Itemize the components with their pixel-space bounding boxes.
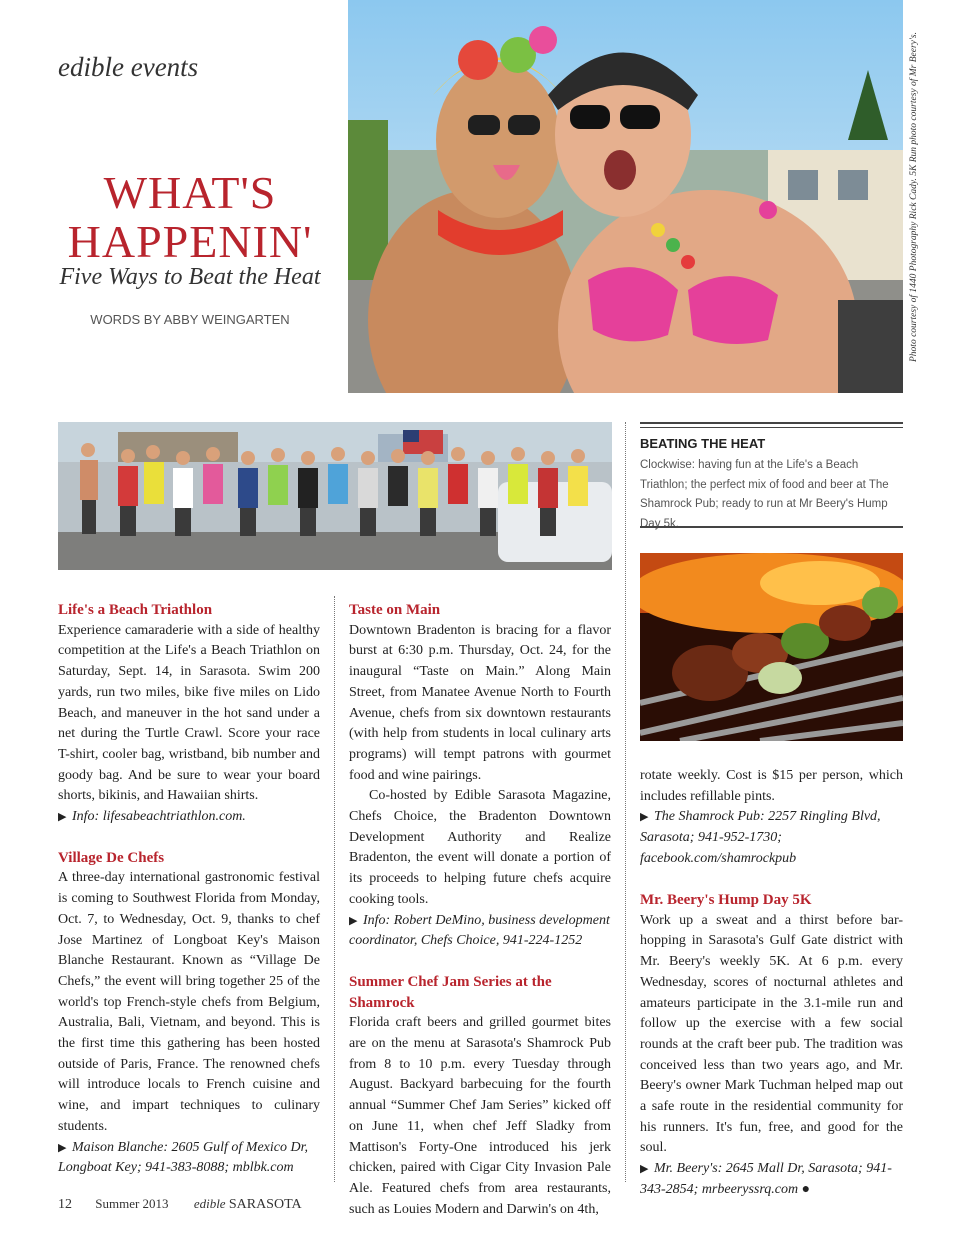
sidebar-caption: Clockwise: having fun at the Life's a Beach Triathlon; the perfect mix of food and beer at The Shamrock Pub; ready to run at Mr Beery's Hump Day 5k. bbox=[640, 459, 889, 530]
photo-credit bbox=[903, 0, 925, 393]
taste-info bbox=[349, 911, 611, 952]
issue-label: Summer 2013 bbox=[95, 1196, 169, 1211]
magazine-prefix: edible bbox=[193, 1196, 226, 1211]
beery-heading: Mr. Beery's Hump Day 5K bbox=[640, 892, 812, 908]
village-heading: Village De Chefs bbox=[58, 849, 165, 866]
column-rule-1 bbox=[334, 596, 335, 1182]
sidebar-heading: BEATING THE HEAT bbox=[640, 436, 766, 451]
page-subtitle: Five Ways to Beat the Heat bbox=[59, 264, 321, 290]
grill-photo bbox=[640, 553, 903, 741]
column-2 bbox=[349, 600, 611, 1220]
hero-photo bbox=[348, 0, 903, 393]
triangle-bullet-icon: ▶ bbox=[58, 811, 67, 824]
beery-body: Work up a sweat and a thirst before bar-hopping in Sarasota's Gulf Gate district with Mr. Beery's weekly 5K. At 6 p.m. every Wednesday, scores of nocturnal athletes and amateurs participate in the 3.1-mile run and follow up the exercise with a few social rounds at the craft beer pub. The tradition was conceived less than two years ago, and Mr. Beery's owner Mark Tuchman helped map out a safe route in the residential community for his runners. It's fun, free, and good for the soul. bbox=[640, 912, 903, 1156]
column-rule-2 bbox=[625, 422, 626, 1182]
shamrock-body-cont: rotate weekly. Cost is $15 per person, which includes refillable pints. bbox=[640, 768, 903, 804]
column-3-top bbox=[640, 766, 903, 870]
shamrock-body: Florida craft beers and grilled gourmet bites are on the menu at Sarasota's Shamrock Pub from 8 to 10 p.m. every Tuesday through August. Backyard barbecuing for the fourth annual “Summer Chef Jam Series” kicked off on June 11, when chef Jeff Sladky from Mattison's Forty-One introduced his jerk chicken, paired with Cigar City Invasion Pale Ale. Featured chefs from area restaurants, such as Louies Modern and Darwin's on 4th, bbox=[349, 1015, 611, 1217]
taste-body-1: Downtown Bradenton is bracing for a flavor burst at 6:30 p.m. Thursday, Oct. 24, for the inaugural “Taste on Main.” Along Main Street, from Manatee Avenue North to Fourth Avenue, chefs from six downtown restaurants (with help from students in local culinary arts programs) will tempt patrons with gourmet food and wine pairings. bbox=[349, 622, 611, 783]
page-title bbox=[40, 168, 340, 266]
shamrock-info bbox=[640, 807, 903, 869]
taste-heading: Taste on Main bbox=[349, 602, 441, 618]
title-line-2: HAPPENIN' bbox=[67, 216, 313, 267]
triathlon-body: Experience camaraderie with a side of healthy competition at the Life's a Beach Triathlon on Saturday, Sept. 14, in Sarasota. Swim 200 yards, run two miles, bike five miles on Lido Beach, and maneuver in the hot sand under a net during the Turtle Crawl. Score your race T-shirt, cooler bag, wristband, bib number and goody bag. And be sure to wear your board shorts, bikinis, and Hawaiian shirts. bbox=[58, 622, 320, 804]
sidebar-rule-bottom bbox=[640, 526, 903, 528]
beery-info-text: Mr. Beery's: 2645 Mall Dr, Sarasota; 941-343-2854; mrbeeryssrq.com bbox=[640, 1161, 892, 1197]
triangle-bullet-icon: ▶ bbox=[640, 1163, 649, 1176]
taste-body-2: Co-hosted by Edible Sarasota Magazine, Chefs Choice, the Bradenton Downtown Development Authority and Realize Bradenton, the event will donate a portion of its proceeds to helping future chefs acquire cooking tools. bbox=[349, 788, 611, 907]
triathlon-info-text: Info: lifesabeachtriathlon.com. bbox=[72, 809, 246, 825]
photo-credit-text: Photo courtesy of 1440 Photography Rick Cady. 5K Run photo courtesy of Mr Beery's. bbox=[909, 31, 919, 362]
village-info bbox=[58, 1138, 320, 1179]
group-photo bbox=[58, 422, 612, 570]
taste-info-text: Info: Robert DeMino, business development coordinator, Chefs Choice, 941-224-1252 bbox=[349, 912, 610, 949]
magazine-name: SARASOTA bbox=[228, 1197, 302, 1212]
sidebar-rule-top-thin bbox=[640, 427, 903, 428]
title-line-1: WHAT'S bbox=[103, 167, 277, 218]
triangle-bullet-icon: ▶ bbox=[349, 914, 358, 927]
byline: WORDS BY ABBY WEINGARTEN bbox=[90, 312, 290, 327]
section-label: edible events bbox=[58, 52, 199, 82]
shamrock-heading: Summer Chef Jam Series at the Shamrock bbox=[349, 973, 552, 1011]
column-3-bottom bbox=[640, 890, 903, 1201]
end-mark-icon: ● bbox=[801, 1181, 811, 1197]
page-footer bbox=[58, 1196, 302, 1213]
triathlon-info bbox=[58, 807, 320, 828]
shamrock-info-text: The Shamrock Pub: 2257 Ringling Blvd, Sarasota; 941-952-1730; facebook.com/shamrockpub bbox=[640, 809, 881, 866]
village-body: A three-day international gastronomic festival is coming to Southwest Florida from Monday, Oct. 7, to Wednesday, Oct. 9, thanks to chef Jose Martinez of Longboat Key's Maison Blanche Restaurant. Known as “Village De Chefs,” the event will bring together 25 of the world's top French-style chefs from Belgium, Australia, Bali, Vietnam, and beyond. This is the first time this gathering has been hosted outside of Paris, France. The renowned chefs will introduce locals to French cuisine and wine, and impart techniques to culinary students. bbox=[58, 870, 320, 1134]
triangle-bullet-icon: ▶ bbox=[58, 1141, 67, 1154]
beery-info bbox=[640, 1159, 903, 1200]
village-info-text: Maison Blanche: 2605 Gulf of Mexico Dr, Longboat Key; 941-383-8088; mblbk.com bbox=[58, 1139, 309, 1176]
column-1 bbox=[58, 600, 320, 1179]
triathlon-heading: Life's a Beach Triathlon bbox=[58, 602, 213, 618]
triangle-bullet-icon: ▶ bbox=[640, 811, 649, 824]
sidebar-rule-top bbox=[640, 422, 903, 424]
page-number: 12 bbox=[58, 1197, 72, 1212]
